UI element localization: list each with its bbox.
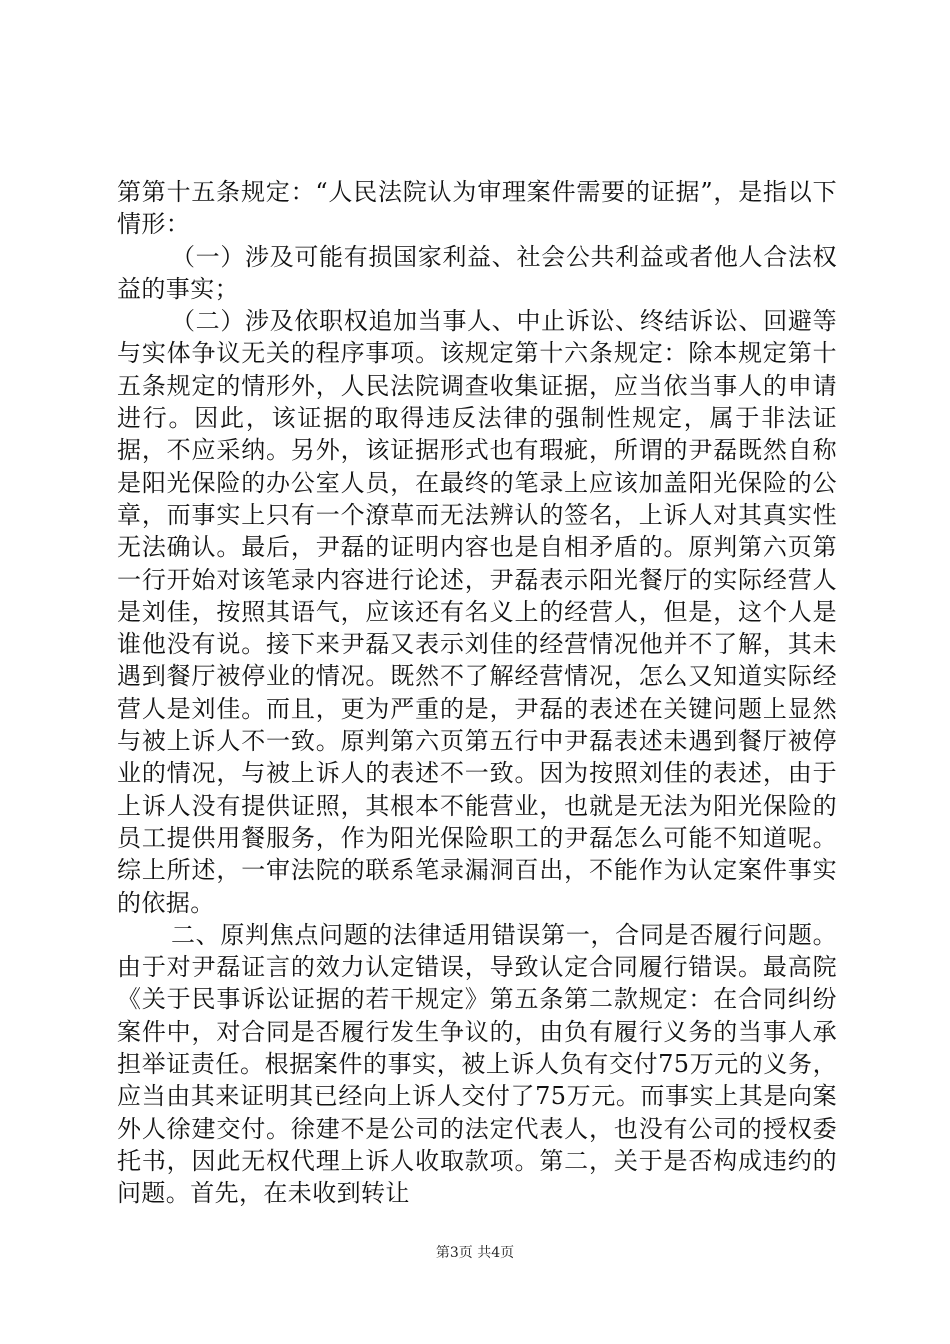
paragraph-item-1: （一）涉及可能有损国家利益、社会公共利益或者他人合法权益的事实； — [117, 242, 837, 303]
paragraph-section-2: 二、原判焦点问题的法律适用错误第一，合同是否履行问题。由于对尹磊证言的效力认定错误，导致认定合同履行错误。最高院《关于民事诉讼证据的若干规定》第五条第二款规定：在合同纠纷案件中，对合同是否履行发生争议的，由负有履行义务的当事人承担举证责任。根据案件的事实，被上诉人负有交付75万元的义务，应当由其来证明其已经向上诉人交付了75万元。而事实上其是向案外人徐建交付。徐建不是公司的法定代表人，也没有公司的授权委托书，因此无权代理上诉人收取款项。第二，关于是否构成违约的问题。首先，在未收到转让 — [117, 920, 837, 1208]
page-footer: 第3页 共4页 — [435, 1245, 515, 1261]
paragraph-item-2: （二）涉及依职权追加当事人、中止诉讼、终结诉讼、回避等与实体争议无关的程序事项。该规定第十六条规定：除本规定第十五条规定的情形外，人民法院调查收集证据，应当依当事人的申请进行。因此，该证据的取得违反法律的强制性规定，属于非法证据，不应采纳。另外，该证据形式也有瑕疵，所谓的尹磊既然自称是阳光保险的办公室人员，在最终的笔录上应该加盖阳光保险的公章，而事实上只有一个潦草而无法辨认的签名，上诉人对其真实性无法确认。最后，尹磊的证明内容也是自相矛盾的。原判第六页第一行开始对该笔录内容进行论述，尹磊表示阳光餐厅的实际经营人是刘佳，按照其语气，应该还有名义上的经营人，但是，这个人是谁他没有说。接下来尹磊又表示刘佳的经营情况他并不了解，其未遇到餐厅被停业的情况。既然不了解经营情况，怎么又知道实际经营人是刘佳。而且，更为严重的是，尹磊的表述在关键问题上显然与被上诉人不一致。原判第六页第五行中尹磊表述未遇到餐厅被停业的情况，与被上诉人的表述不一致。因为按照刘佳的表述，由于上诉人没有提供证照，其根本不能营业，也就是无法为阳光保险的员工提供用餐服务，作为阳光保险职工的尹磊怎么可能不知道呢。综上所述，一审法院的联系笔录漏洞百出，不能作为认定案件事实的依据。 — [117, 307, 837, 917]
document-body — [117, 176, 837, 1210]
paragraph-article-15: 第第十五条规定：“人民法院认为审理案件需要的证据”，是指以下情形： — [117, 178, 837, 239]
